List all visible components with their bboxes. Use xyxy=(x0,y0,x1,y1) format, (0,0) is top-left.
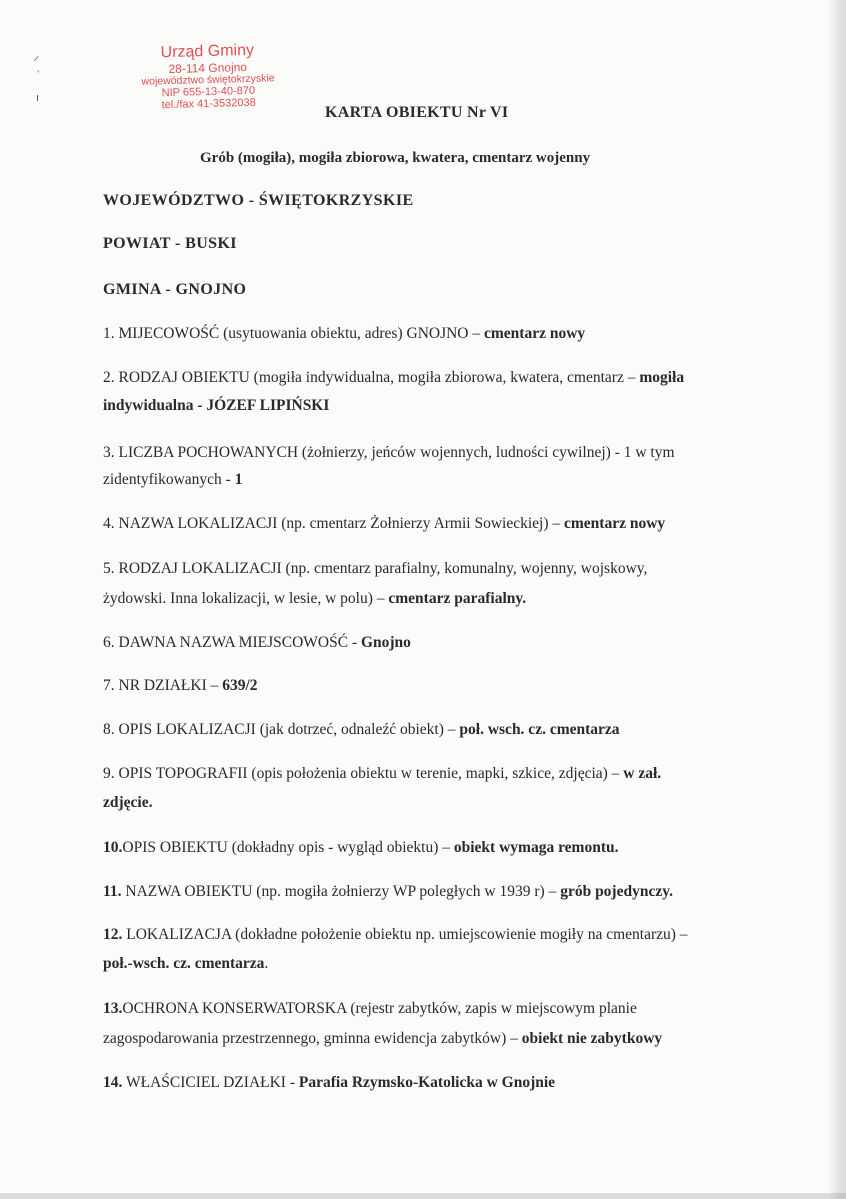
item-value: grób pojedynczy. xyxy=(560,883,673,900)
item-number: 5. xyxy=(103,560,119,577)
item-1 xyxy=(103,325,585,343)
item-number: 11. xyxy=(103,883,122,900)
item-tail: . xyxy=(264,955,269,972)
item-5-cont xyxy=(103,590,526,608)
item-number: 12. xyxy=(103,926,123,943)
item-number: 3. xyxy=(103,444,119,461)
item-number: 7. xyxy=(103,677,119,694)
item-label: zidentyfikowanych - xyxy=(103,471,235,488)
item-value: obiekt nie zabytkowy xyxy=(521,1030,663,1047)
document-subtitle: Grób (mogiła), mogiła zbiorowa, kwatera, cmentarz wojenny xyxy=(200,150,591,166)
item-number: 9. xyxy=(103,765,119,782)
margin-mark: ⸝ xyxy=(33,48,40,63)
commune-heading: GMINA - GNOJNO xyxy=(103,281,247,298)
item-value: obiekt wymaga remontu. xyxy=(453,839,619,856)
county-heading: POWIAT - BUSKI xyxy=(103,235,237,252)
item-12-cont xyxy=(103,955,268,973)
item-value: Parafia Rzymsko-Katolicka w Gnojnie xyxy=(298,1074,556,1091)
stamp-line: województwo świętokrzyskie xyxy=(141,72,275,88)
item-6 xyxy=(103,634,411,652)
item-value: cmentarz nowy xyxy=(484,325,586,342)
item-value: indywidualna - JÓZEF LIPIŃSKI xyxy=(103,397,330,414)
item-number: 4. xyxy=(103,515,119,532)
stamp-line: NIP 655-13-40-870 xyxy=(161,84,256,99)
item-number: 13. xyxy=(103,1000,123,1017)
stamp-line: Urząd Gminy xyxy=(160,41,255,62)
stamp-line: 28-114 Gnojno xyxy=(168,59,248,77)
item-label: RODZAJ LOKALIZACJI (np. cmentarz parafialny, komunalny, wojenny, wojskowy, xyxy=(118,560,648,577)
item-value: 1 xyxy=(234,471,243,488)
item-2-cont xyxy=(103,397,329,415)
item-9 xyxy=(103,765,661,783)
item-label: NAZWA OBIEKTU (np. mogiła żołnierzy WP poległych w 1939 r) – xyxy=(121,883,561,900)
item-number: 1. xyxy=(103,325,119,342)
item-7 xyxy=(103,677,258,695)
item-14 xyxy=(103,1074,555,1092)
item-label: MIJECOWOŚĆ (usytuowania obiektu, adres) GNOJNO – xyxy=(118,325,484,342)
item-value: poł. wsch. cz. cmentarza xyxy=(459,721,620,738)
item-value: poł.-wsch. cz. cmentarza xyxy=(103,955,265,972)
stamp-line: tel./fax 41-3532038 xyxy=(161,96,256,111)
item-8 xyxy=(103,721,620,739)
item-2 xyxy=(103,369,684,387)
item-label: OPIS LOKALIZACJI (jak dotrzeć, odnaleźć obiekt) – xyxy=(118,721,460,738)
item-label: WŁAŚCICIEL DZIAŁKI - xyxy=(122,1074,299,1091)
voivodeship-heading: WOJEWÓDZTWO - ŚWIĘTOKRZYSKIE xyxy=(103,192,414,209)
item-number: 10. xyxy=(103,839,123,856)
item-label: LOKALIZACJA (dokładne położenie obiektu np. umiejscowienie mogiły na cmentarzu) – xyxy=(122,926,688,943)
item-13 xyxy=(103,1000,637,1018)
scan-edge-shadow xyxy=(0,1193,846,1199)
item-11 xyxy=(103,883,673,901)
item-4 xyxy=(103,515,665,533)
scan-edge-shadow xyxy=(828,0,846,1199)
item-value: 639/2 xyxy=(222,677,258,694)
item-label: RODZAJ OBIEKTU (mogiła indywidualna, mogiła zbiorowa, kwatera, cmentarz – xyxy=(118,369,640,386)
item-value: cmentarz parafialny. xyxy=(388,590,527,607)
item-value: w zał. xyxy=(623,765,662,782)
item-5 xyxy=(103,560,647,578)
item-label: NR DZIAŁKI – xyxy=(118,677,223,694)
item-label: LICZBA POCHOWANYCH (żołnierzy, jeńców wojennych, ludności cywilnej) - 1 w tym xyxy=(118,444,675,461)
margin-mark: ı xyxy=(36,92,40,104)
item-value: cmentarz nowy xyxy=(564,515,666,532)
item-value: mogiła xyxy=(639,369,685,386)
item-number: 2. xyxy=(103,369,119,386)
margin-mark: ˌ xyxy=(36,58,41,73)
item-number: 6. xyxy=(103,634,119,651)
document-title: KARTA OBIEKTU Nr VI xyxy=(325,104,509,121)
item-label: OPIS OBIEKTU (dokładny opis - wygląd obiektu) – xyxy=(122,839,454,856)
item-label: NAZWA LOKALIZACJI (np. cmentarz Żołnierzy Armii Sowieckiej) – xyxy=(118,515,565,532)
item-12 xyxy=(103,926,688,944)
item-number: 8. xyxy=(103,721,119,738)
item-label: żydowski. Inna lokalizacji, w lesie, w polu) – xyxy=(103,590,389,607)
office-stamp xyxy=(117,42,299,112)
item-value: Gnojno xyxy=(360,634,411,651)
item-10 xyxy=(103,839,619,857)
item-value: zdjęcie. xyxy=(103,794,153,811)
item-label: OCHRONA KONSERWATORSKA (rejestr zabytków, zapis w miejscowym planie xyxy=(122,1000,637,1017)
item-3 xyxy=(103,444,675,462)
item-label: zagospodarowania przestrzennego, gminna ewidencja zabytków) – xyxy=(103,1030,522,1047)
item-13-cont xyxy=(103,1030,662,1048)
item-label: OPIS TOPOGRAFII (opis położenia obiektu w terenie, mapki, szkice, zdjęcia) – xyxy=(118,765,624,782)
item-9-cont xyxy=(103,794,152,812)
item-label: DAWNA NAZWA MIEJSCOWOŚĆ - xyxy=(118,634,361,651)
item-3-cont xyxy=(103,471,242,489)
item-number: 14. xyxy=(103,1074,123,1091)
